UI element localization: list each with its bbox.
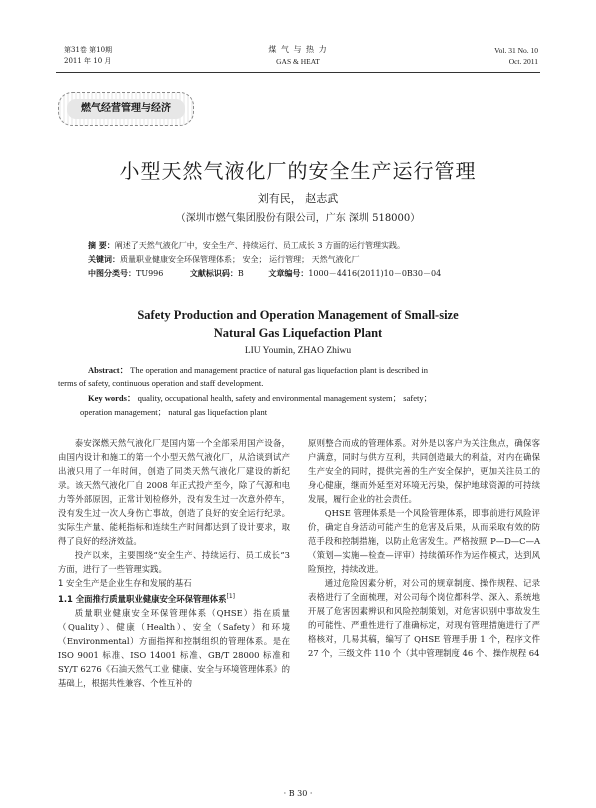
body-left-column	[58, 436, 290, 690]
body-paragraph: 投产以来，主要围绕“安全生产、持续运行、员工成长”3 方面，进行了一些管理实践。	[58, 550, 290, 574]
affiliation-cn: （深圳市燃气集团股份有限公司，广东 深圳 518000）	[175, 213, 421, 224]
section-tag	[58, 92, 194, 126]
keywords-cn-label: 关键词：	[88, 255, 120, 264]
section-tag-label: 燃气经营管理与经济	[67, 99, 185, 119]
keywords-en-label: Key words：	[88, 393, 136, 403]
body-paragraph: 通过危险因素分析，对公司的规章制度、操作规程、记录表格进行了全面梳理，对公司每个岗位都科学、深入、系统地开展了危害因素辨识和风险控制策划，对危害识别中事故发生的可能性、严重性进行了准确标定，对现有管理措施进行了严格核对，几易其稿，编写了 QHSE 管理手册 1 个，程序文件 27 个，三级文件 110 个（其中管理制度 46 个、操作规程 64	[308, 578, 540, 658]
abstract-cn-text: 阐述了天然气液化厂中，安全生产、持续运行、员工成长 3 方面的运行管理实践。	[114, 241, 405, 250]
authors-en: LIU Youmin, ZHAO Zhiwu	[244, 346, 352, 356]
abstract-cn	[88, 240, 405, 251]
article-title-en-line2: Natural Gas Liquefaction Plant	[213, 326, 383, 340]
article-title-en-line1: Safety Production and Operation Management of Small-size	[137, 308, 459, 322]
classification-line	[88, 268, 441, 279]
clc-label: 中图分类号：	[88, 269, 136, 278]
header-journal-cn: 煤 气 与 热 力	[268, 45, 328, 54]
keywords-en-text1: quality, occupational health, safety and environmental management system； safety；	[137, 393, 433, 403]
keywords-en-line2: operation management； natural gas liquefaction plant	[80, 407, 268, 417]
body-paragraph: 质量职业健康安全环保管理体系（QHSE）指在质量（Quality）、健康（Health）、安全（Safety）和环境（Environmental）方面指挥和控制组织的管理体系。是在 ISO 9001 标准、ISO 14001 标准、GB/T 28000 标准和 SY/T 6276《石油天然气工业 健康、安全与环境管理体系》的基础上，根据共性兼容、个性互补的	[58, 607, 290, 688]
keywords-cn-text: 质量职业健康安全环保管理体系； 安全； 运行管理； 天然气液化厂	[120, 255, 360, 264]
abstract-en-line2: terms of safety, continuous operation and staff development.	[58, 378, 264, 388]
article-number-label: 文章编号：	[268, 269, 309, 278]
article-number-value: 1000－4416(2011)10－0B30－04	[308, 269, 442, 278]
authors-cn: 刘有民， 赵志武	[257, 192, 339, 205]
body-paragraph: QHSE 管理体系是一个风险管理体系，即事前进行风险评价，确定自身活动可能产生的危害及后果，从而采取有效的防范手段和控制措施，以防止危害发生。严格按照 P—D—C—A（策划—实施—检查—评审）持续循环作为运作模式，达到风险预控，持续改进。	[308, 508, 540, 574]
page-number: · B 30 ·	[283, 789, 313, 798]
doc-code-value: B	[237, 269, 244, 278]
header-date-en: Oct. 2011	[508, 57, 538, 66]
keywords-en-line1	[88, 392, 538, 404]
clc-value: TU996	[136, 269, 164, 278]
body-paragraph: 泰安深燃天然气液化厂是国内第一个全部采用国产设备，由国内设计和施工的第一个小型天然气液化厂，从洽谈到试产出液只用了一年时间，创造了同类天然气液化厂建设的新纪录。该天然气液化厂自 2008 年正式投产至今，除了气源和电力等外部原因，正常计划检修外，没有发生过一次意外停车，没有发生过一次人身伤亡事故，创造了良好的安全运行纪录。实际生产量、能耗指标和连续生产时间都达到了设计要求，取得了良好的经济效益。	[58, 438, 290, 546]
article-title-cn: 小型天然气液化厂的安全生产运行管理	[119, 159, 477, 183]
subsection-heading-text: 1.1 全面推行质量职业健康安全环保管理体系	[58, 593, 227, 604]
header-volume-en: Vol. 31 No. 10	[494, 46, 538, 55]
body-right-column	[308, 436, 540, 660]
keywords-cn	[88, 254, 360, 265]
abstract-cn-label: 摘 要：	[88, 241, 115, 250]
header-journal-en: GAS & HEAT	[276, 57, 320, 66]
citation-ref: [1]	[226, 593, 236, 600]
doc-code-label: 文献标识码：	[189, 269, 238, 278]
body-paragraph: 原则整合而成的管理体系。对外是以客户为关注焦点，确保客户满意，同时与供方互利，共同创造最大的利益，对内在确保生产安全的同时，提供完善的生产安全保护，更加关注员工的身心健康，继而外延至对环境无污染，保护地球资源的可持续发展，履行企业的社会责任。	[308, 438, 540, 504]
section-heading-1: 1 安全生产是企业生存和发展的基石	[58, 578, 192, 588]
header-rule	[56, 72, 540, 73]
abstract-en-label: Abstract：	[88, 365, 129, 375]
header-volume-cn: 第31卷 第10期	[64, 46, 113, 54]
abstract-en-line1	[88, 364, 538, 376]
header-date-cn: 2011 年 10 月	[64, 57, 112, 65]
abstract-en-text1: The operation and management practice of natural gas liquefaction plant is described in	[130, 365, 428, 375]
subsection-heading-1-1	[58, 590, 290, 606]
